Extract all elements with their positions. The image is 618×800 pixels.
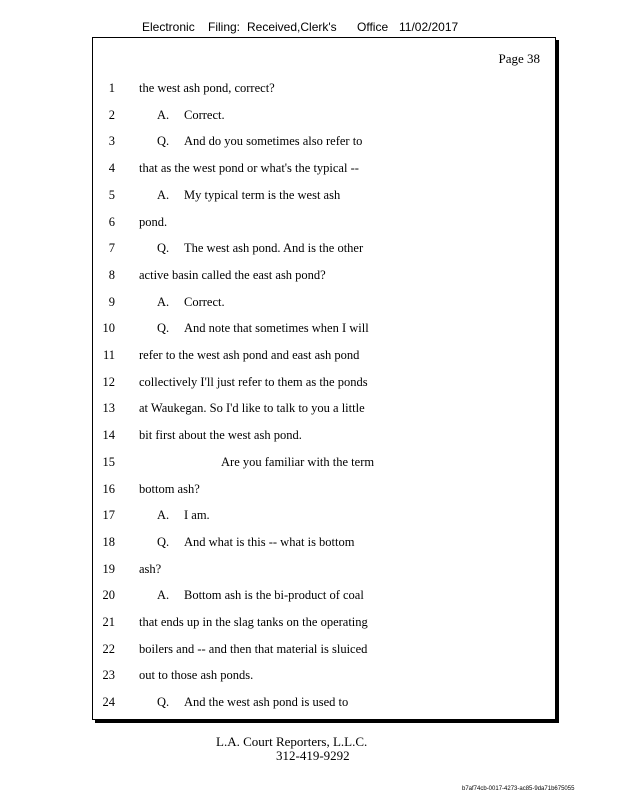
line-text [157, 187, 340, 203]
line-number: 1 [108, 81, 115, 95]
line-number: 10 [102, 321, 115, 336]
speaker-label: Q. [157, 695, 170, 710]
line-content: collectively I'll just refer to them as the ponds [139, 374, 368, 389]
line-number: 4 [108, 161, 115, 176]
line-content: The west ash pond. And is the other [184, 241, 364, 256]
transcript-line [93, 641, 555, 657]
line-content: My typical term is the west ash [184, 187, 341, 202]
line-number: 15 [102, 454, 115, 469]
line-text [139, 427, 302, 443]
line-text [139, 481, 200, 497]
line-text [139, 214, 167, 230]
speaker-label: Q. [157, 134, 170, 149]
line-text [139, 347, 359, 363]
line-text [157, 294, 225, 310]
line-text [157, 133, 362, 149]
line-content: pond. [139, 214, 168, 229]
transcript-line [93, 267, 555, 283]
transcript-line [93, 240, 555, 256]
header-date: 11/02/2017 [399, 20, 459, 34]
line-text [157, 507, 210, 523]
line-content: And the west ash pond is used to [184, 695, 349, 710]
filing-header [0, 20, 618, 36]
line-content: boilers and -- and then that material is sluiced [139, 641, 368, 656]
line-content: I am. [184, 508, 210, 523]
line-content: And do you sometimes also refer to [184, 134, 363, 149]
line-number: 5 [108, 187, 115, 202]
line-content: the west ash pond, correct? [139, 81, 275, 95]
footer-phone: 312-419-9292 [276, 748, 350, 763]
speaker-label: A. [157, 508, 170, 523]
line-content: that ends up in the slag tanks on the operating [139, 615, 368, 629]
line-content: And what is this -- what is bottom [184, 534, 355, 549]
line-content: that as the west pond or what's the typical -- [139, 161, 359, 176]
transcript-line [93, 534, 555, 550]
line-content: out to those ash ponds. [139, 668, 254, 683]
line-number: 7 [108, 241, 115, 256]
header-word-filing: Filing: [208, 20, 241, 34]
line-text [157, 107, 225, 123]
page-number: Page 38 [498, 51, 540, 66]
line-text [139, 614, 368, 630]
transcript-line [93, 294, 555, 310]
line-text [139, 374, 368, 390]
line-text [157, 320, 369, 336]
footer-company: L.A. Court Reporters, L.L.C. [216, 734, 368, 749]
document-hash: b7af74cb-0017-4273-ac85-9da71b675055 [462, 786, 575, 792]
speaker-label: Q. [157, 321, 170, 336]
line-content: bottom ash? [139, 481, 200, 496]
transcript-line [93, 320, 555, 336]
line-content: Correct. [184, 294, 225, 309]
line-number: 3 [108, 134, 115, 149]
line-number: 24 [102, 695, 115, 710]
speaker-label: A. [157, 187, 170, 202]
transcript-line [93, 214, 555, 230]
transcript-line [93, 667, 555, 683]
line-number: 2 [108, 107, 115, 122]
transcript-line [93, 374, 555, 390]
line-number: 21 [102, 615, 115, 629]
transcript-line [93, 587, 555, 603]
line-text [139, 267, 326, 283]
header-word-electronic: Electronic [142, 20, 195, 34]
line-number: 17 [102, 508, 115, 523]
header-word-office: Office [357, 20, 389, 34]
line-number: 6 [108, 214, 115, 229]
line-text [221, 454, 374, 470]
line-text [139, 80, 275, 96]
line-text [157, 240, 363, 256]
speaker-label: Q. [157, 241, 170, 256]
line-text [157, 694, 348, 710]
line-number: 18 [102, 534, 115, 549]
line-text [157, 587, 364, 603]
line-text [139, 561, 161, 577]
line-content: bit first about the west ash pond. [139, 428, 302, 443]
speaker-label: A. [157, 588, 170, 603]
line-number: 14 [102, 428, 115, 443]
line-text [157, 534, 354, 550]
line-content: Bottom ash is the bi-product of coal [184, 588, 364, 603]
line-number: 20 [102, 588, 115, 603]
speaker-label: Q. [157, 534, 170, 549]
transcript-line [93, 481, 555, 497]
line-number: 22 [102, 641, 115, 656]
transcript-line [93, 107, 555, 123]
transcript-line [93, 160, 555, 176]
transcript-line [93, 427, 555, 443]
transcript-page [92, 37, 556, 720]
speaker-label: A. [157, 294, 170, 309]
line-content: Correct. [184, 107, 225, 122]
line-number: 11 [102, 348, 115, 362]
line-content: Are you familiar with the term [221, 454, 375, 469]
line-number: 9 [108, 294, 115, 309]
line-number: 19 [102, 561, 115, 576]
line-number: 8 [108, 267, 115, 282]
transcript-line [93, 694, 555, 710]
transcript-line [93, 454, 555, 470]
transcript-line [93, 187, 555, 203]
line-content: And note that sometimes when I will [184, 321, 369, 336]
header-word-received-clerks: Received,Clerk's [247, 20, 337, 34]
line-number: 12 [102, 374, 115, 389]
transcript-line [93, 614, 555, 630]
speaker-label: A. [157, 107, 170, 122]
line-content: active basin called the east ash pond? [139, 267, 326, 282]
line-text [139, 160, 359, 176]
line-content: ash? [139, 561, 162, 576]
transcript-line [93, 400, 555, 416]
line-text [139, 641, 367, 657]
line-text [139, 667, 253, 683]
transcript-line [93, 561, 555, 577]
line-number: 23 [102, 668, 115, 683]
line-number: 13 [102, 401, 115, 416]
line-content: refer to the west ash pond and east ash pond [139, 348, 360, 362]
line-content: at Waukegan. So I'd like to talk to you a little [139, 401, 365, 416]
transcript-line [93, 507, 555, 523]
transcript-line [93, 80, 555, 96]
line-text [139, 400, 365, 416]
transcript-line [93, 133, 555, 149]
transcript-line [93, 347, 555, 363]
line-number: 16 [102, 481, 115, 496]
